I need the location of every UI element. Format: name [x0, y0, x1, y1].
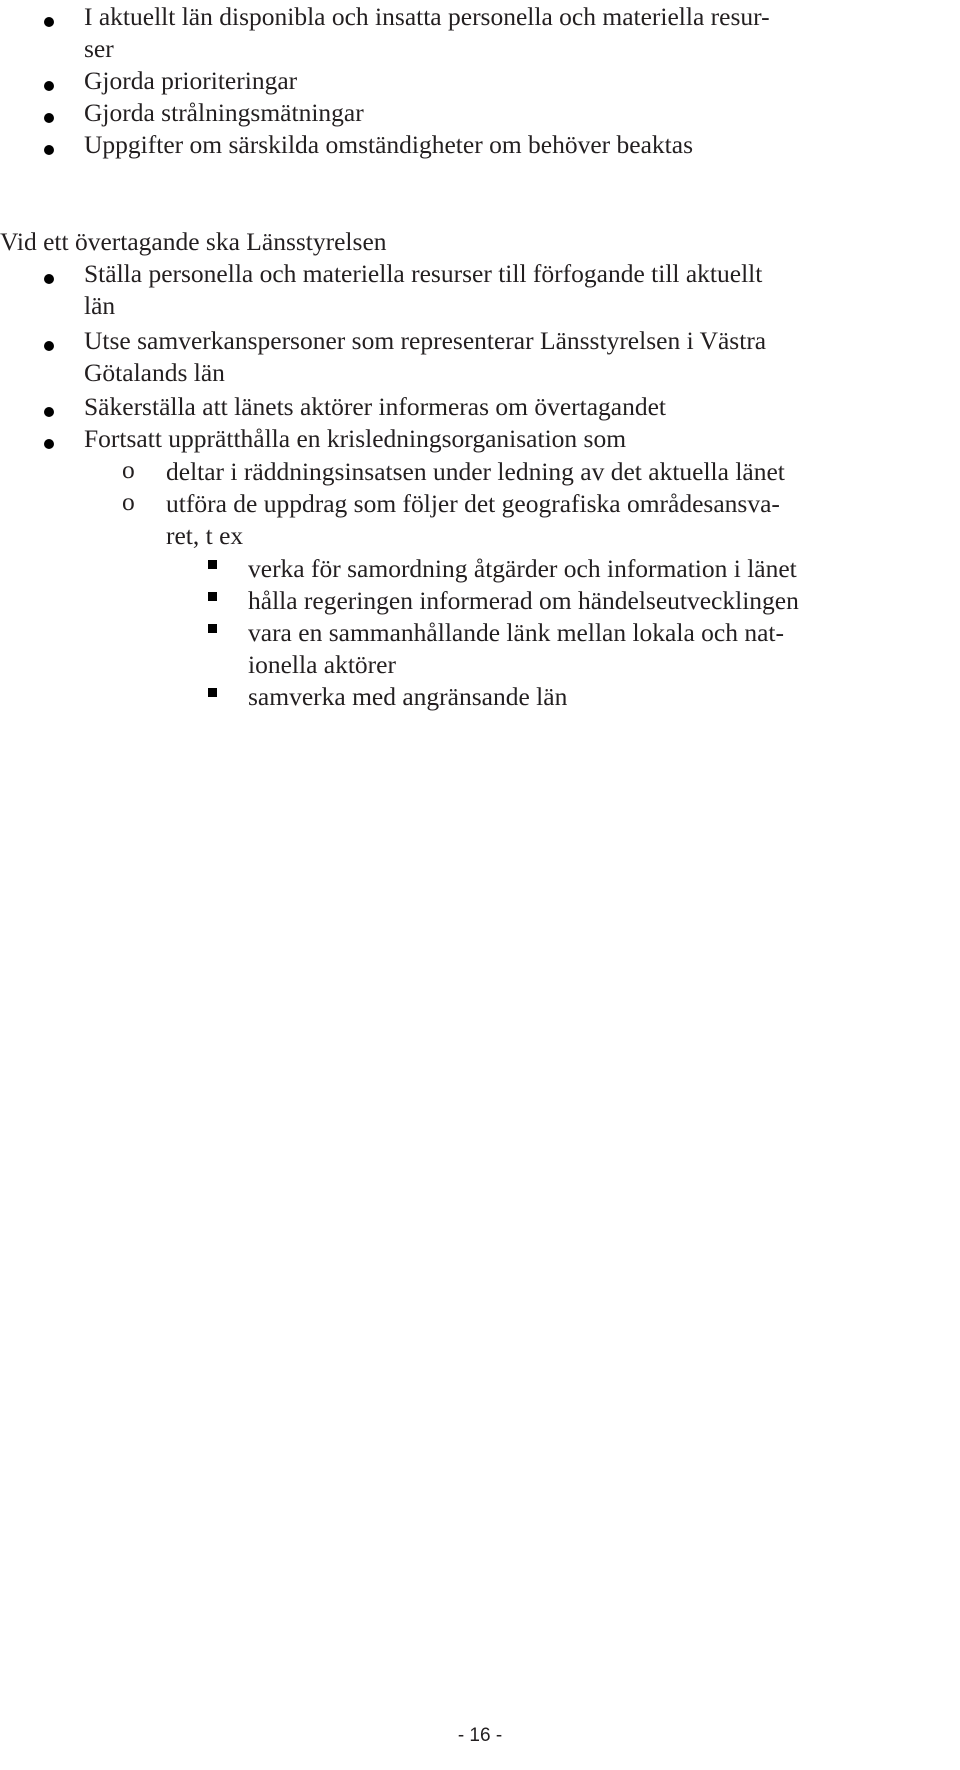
bullet-o-icon: o [122, 455, 135, 484]
page-number: - 16 - [457, 1725, 503, 1746]
list-item-text: verka för samordning åtgärder och information i länet [248, 554, 797, 583]
list-item-text: Utse samverkanspersoner som representerar Länsstyrelsen i Västra [84, 326, 767, 355]
list-item-text: samverka med angränsande län [248, 682, 568, 711]
list-item-text: I aktuellt län disponibla och insatta personella och materiella resur- [84, 2, 770, 31]
bullet-icon [44, 145, 54, 155]
list-item-text: ret, t ex [166, 521, 244, 550]
bullet-icon [44, 341, 54, 351]
bullet-icon [44, 17, 54, 27]
list-item-text: Gjorda prioriteringar [84, 66, 298, 95]
list-item-text: ionella aktörer [248, 650, 396, 679]
list-item-text: Götalands län [84, 358, 225, 387]
square-bullet-icon [208, 624, 217, 633]
list-item-text: Gjorda strålningsmätningar [84, 98, 364, 127]
list-item-text: vara en sammanhållande länk mellan lokala och nat- [248, 618, 784, 647]
list-item-text: ser [84, 34, 114, 63]
bullet-icon [44, 407, 54, 417]
list-item-text: hålla regeringen informerad om händelseutvecklingen [248, 586, 799, 615]
section-heading: Vid ett övertagande ska Länsstyrelsen [0, 227, 387, 256]
list-item-text: Uppgifter om särskilda omständigheter om behöver beaktas [84, 130, 693, 159]
square-bullet-icon [208, 560, 217, 569]
list-item-text: Fortsatt upprätthålla en krisledningsorganisation som [84, 424, 627, 453]
bullet-icon [44, 439, 54, 449]
list-item-text: utföra de uppdrag som följer det geografiska områdesansva- [166, 489, 780, 518]
square-bullet-icon [208, 592, 217, 601]
bullet-o-icon: o [122, 487, 135, 516]
list-item-text: Ställa personella och materiella resurser till förfogande till aktuellt [84, 259, 763, 288]
bullet-icon [44, 113, 54, 123]
list-item-text: län [84, 291, 116, 320]
bullet-icon [44, 81, 54, 91]
list-item-text: Säkerställa att länets aktörer informeras om övertagandet [84, 392, 667, 421]
square-bullet-icon [208, 688, 217, 697]
list-item-text: deltar i räddningsinsatsen under ledning av det aktuella länet [166, 457, 785, 486]
bullet-icon [44, 274, 54, 284]
